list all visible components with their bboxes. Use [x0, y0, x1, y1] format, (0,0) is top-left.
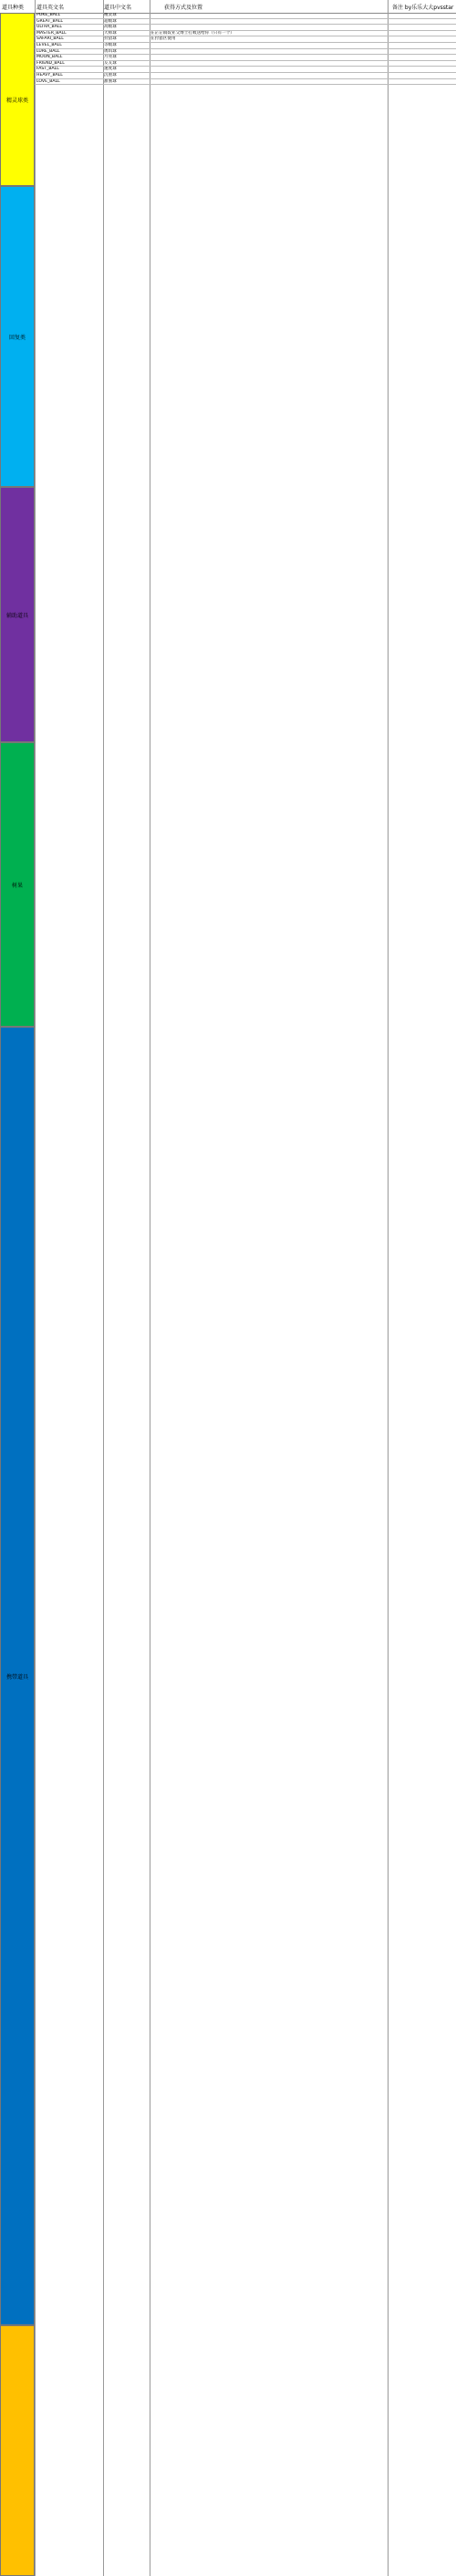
item-english: POKE_BALL [36, 13, 61, 17]
item-chinese: 甜蜜球 [104, 78, 117, 84]
item-english: SAFARI_BALL [36, 36, 64, 42]
item-chinese: 友友球 [104, 60, 117, 66]
table-row [35, 25, 456, 31]
item-chinese: 等级球 [104, 43, 117, 47]
item-english: HEAVY_BALL [36, 73, 63, 78]
item-english: GREAT_BALL [36, 18, 63, 24]
category-label: 回复类 [8, 334, 26, 341]
table-row [35, 61, 456, 67]
column-divider [388, 0, 389, 2576]
category-label: 树果 [11, 882, 23, 889]
table-row [35, 19, 456, 26]
item-english: FRIEND_BALL [36, 60, 65, 66]
category-cell [0, 186, 35, 487]
item-english: MASTER_BALL [36, 30, 67, 36]
column-divider [35, 0, 36, 2576]
item-english: LEVEL_BALL [36, 43, 62, 47]
item-chinese: 狩猎球 [104, 36, 117, 42]
item-english: ULTRA_BALL [36, 25, 62, 30]
category-label: 携带道具 [5, 1673, 28, 1681]
item-english: FAST_BALL [36, 67, 59, 72]
item-source: 在狩猎区使用 [150, 36, 176, 42]
item-chinese: 诱饵球 [104, 48, 117, 54]
column-divider [103, 0, 104, 2576]
item-english: LURE_BALL [36, 48, 60, 54]
item-chinese: 精灵球 [104, 13, 117, 17]
category-cell [0, 742, 35, 1027]
item-chinese: 大师球 [104, 30, 117, 36]
table-row [35, 67, 456, 73]
item-english: MOON_BALL [36, 55, 63, 60]
header-english: 道具英文名 [36, 5, 65, 11]
item-source: 在茫茫镇奴亚父博士打败送给你（只有一个） [150, 30, 234, 36]
header-note: 备注 by乐乐大大pvsstar [392, 5, 454, 11]
category-cell [0, 13, 35, 186]
table-row [35, 49, 456, 56]
category-label: 辅助道具 [5, 612, 28, 619]
item-chinese: 速度球 [104, 67, 117, 72]
category-label: 精灵球类 [5, 97, 28, 104]
table-row [35, 36, 456, 43]
table-row [35, 43, 456, 49]
header-source: 获得方式及位置 [164, 5, 203, 11]
item-english: LOVE_BALL [36, 78, 60, 84]
header-category: 道具种类 [2, 5, 25, 11]
item-chinese: 高级球 [104, 25, 117, 30]
item-chinese: 沉重球 [104, 73, 117, 78]
item-chinese: 超级球 [104, 18, 117, 24]
table-row [35, 13, 456, 19]
table-row [35, 79, 456, 86]
table-row [35, 73, 456, 79]
item-chinese: 月亮球 [104, 55, 117, 60]
header-chinese: 道具中文名 [104, 5, 132, 11]
category-cell [0, 487, 35, 742]
table-row [35, 31, 456, 37]
category-cell [0, 1027, 35, 2325]
category-cell [0, 2325, 35, 2576]
table-row [35, 55, 456, 61]
